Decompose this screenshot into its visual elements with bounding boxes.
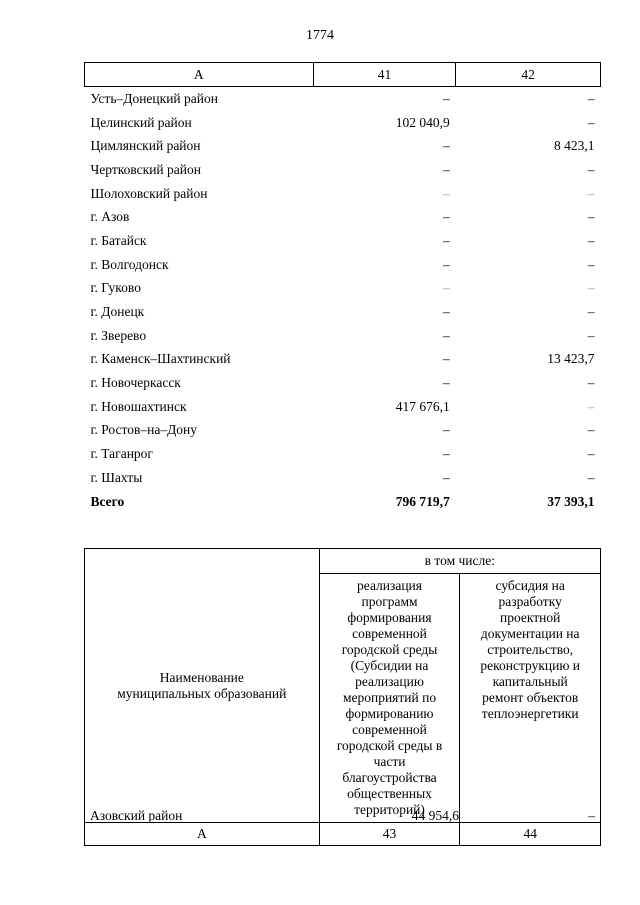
value-41: – (443, 375, 450, 391)
value-42: – (587, 185, 595, 201)
total-42: 37 393,1 (547, 493, 595, 509)
municipality-name: Шолоховский район (90, 185, 208, 201)
municipality-name: г. Новошахтинск (90, 398, 187, 414)
value-43: 44 954,6 (411, 808, 459, 823)
header-a: А (85, 63, 314, 87)
table-row (85, 182, 601, 206)
value-41: – (443, 256, 450, 272)
header-municipality-text: Наименование муниципальных образований (117, 669, 287, 701)
total-label: Всего (90, 493, 125, 509)
value-42: – (587, 209, 595, 225)
municipality-name: Усть–Донецкий район (90, 90, 218, 106)
header-col-43 (319, 574, 460, 823)
municipality-name: г. Волгодонск (90, 256, 169, 272)
table-budget-43-44 (84, 548, 601, 846)
value-41: – (443, 280, 450, 296)
value-42: – (587, 90, 595, 106)
header-42: 42 (456, 63, 601, 87)
letter-a: А (85, 823, 320, 846)
value-42: 13 423,7 (547, 351, 595, 367)
value-42: – (587, 256, 595, 272)
table-budget-41-42 (84, 62, 601, 513)
value-42: – (587, 446, 595, 462)
municipality-name: г. Азов (90, 209, 130, 225)
value-42: – (587, 327, 595, 343)
municipality-name: г. Ростов–на–Дону (90, 422, 198, 438)
value-42: – (587, 280, 595, 296)
table-row (85, 300, 601, 324)
municipality-name: г. Батайск (90, 232, 147, 248)
municipality-name: г. Новочеркасск (90, 375, 181, 391)
municipality-name: г. Каменск–Шахтинский (90, 351, 231, 367)
value-42: – (587, 304, 595, 320)
table-row (85, 111, 601, 135)
header-col-43-text: реализация программ формирования современной городской среды (Субсидии на реализацию мероприятий по формированию современной городской среды в части благоустройства общественных территорий) (336, 578, 443, 817)
value-41: – (443, 469, 450, 485)
value-42: – (587, 422, 595, 438)
header-col-44 (460, 574, 601, 823)
letter-44: 44 (460, 823, 601, 846)
header-including: в том числе: (319, 549, 600, 574)
total-row (85, 490, 601, 514)
value-41: – (443, 209, 450, 225)
municipality-name: г. Донецк (90, 304, 145, 320)
value-42: – (587, 232, 595, 248)
table-row (84, 806, 601, 826)
value-42: – (587, 161, 595, 177)
table-row (85, 277, 601, 301)
value-41: – (443, 138, 450, 154)
table-header-row (85, 63, 601, 87)
value-41: – (443, 327, 450, 343)
table-row (85, 134, 601, 158)
value-44: – (588, 808, 595, 823)
value-41: – (443, 304, 450, 320)
table-row (85, 229, 601, 253)
header-municipality (85, 549, 320, 823)
value-41: – (443, 161, 450, 177)
table-row (85, 442, 601, 466)
letter-43: 43 (319, 823, 460, 846)
value-42: – (587, 398, 595, 414)
municipality-name: г. Зверево (90, 327, 147, 343)
table-row (85, 466, 601, 490)
table-row (85, 205, 601, 229)
municipality-name: г. Гуково (90, 280, 141, 296)
table-row (85, 371, 601, 395)
value-42: 8 423,1 (554, 138, 595, 154)
table-row (85, 158, 601, 182)
total-41: 796 719,7 (395, 493, 450, 509)
table-row (85, 348, 601, 372)
table-row (85, 253, 601, 277)
value-41: 417 676,1 (395, 398, 450, 414)
value-41: – (443, 351, 450, 367)
municipality-name: Целинский район (90, 114, 192, 130)
header-col-44-text: субсидия на разработку проектной документации на строительство, реконструкцию и капитальный ремонт объектов теплоэнергетики (480, 578, 581, 721)
value-41: – (443, 185, 450, 201)
value-41: – (443, 232, 450, 248)
page-number: 1774 (306, 28, 334, 43)
value-42: – (587, 469, 595, 485)
table-row (85, 324, 601, 348)
municipality-name: г. Таганрог (90, 446, 153, 462)
header-41: 41 (313, 63, 456, 87)
municipality-name: Чертковский район (90, 161, 201, 177)
value-41: – (443, 446, 450, 462)
value-41: – (443, 90, 450, 106)
table-row (85, 87, 601, 111)
municipality-name: Азовский район (90, 808, 183, 823)
table-row (85, 419, 601, 443)
municipality-name: Цимлянский район (90, 138, 201, 154)
municipality-name: г. Шахты (90, 469, 143, 485)
value-41: – (443, 422, 450, 438)
value-41: 102 040,9 (395, 114, 450, 130)
table-row (85, 395, 601, 419)
value-42: – (587, 375, 595, 391)
value-42: – (587, 114, 595, 130)
